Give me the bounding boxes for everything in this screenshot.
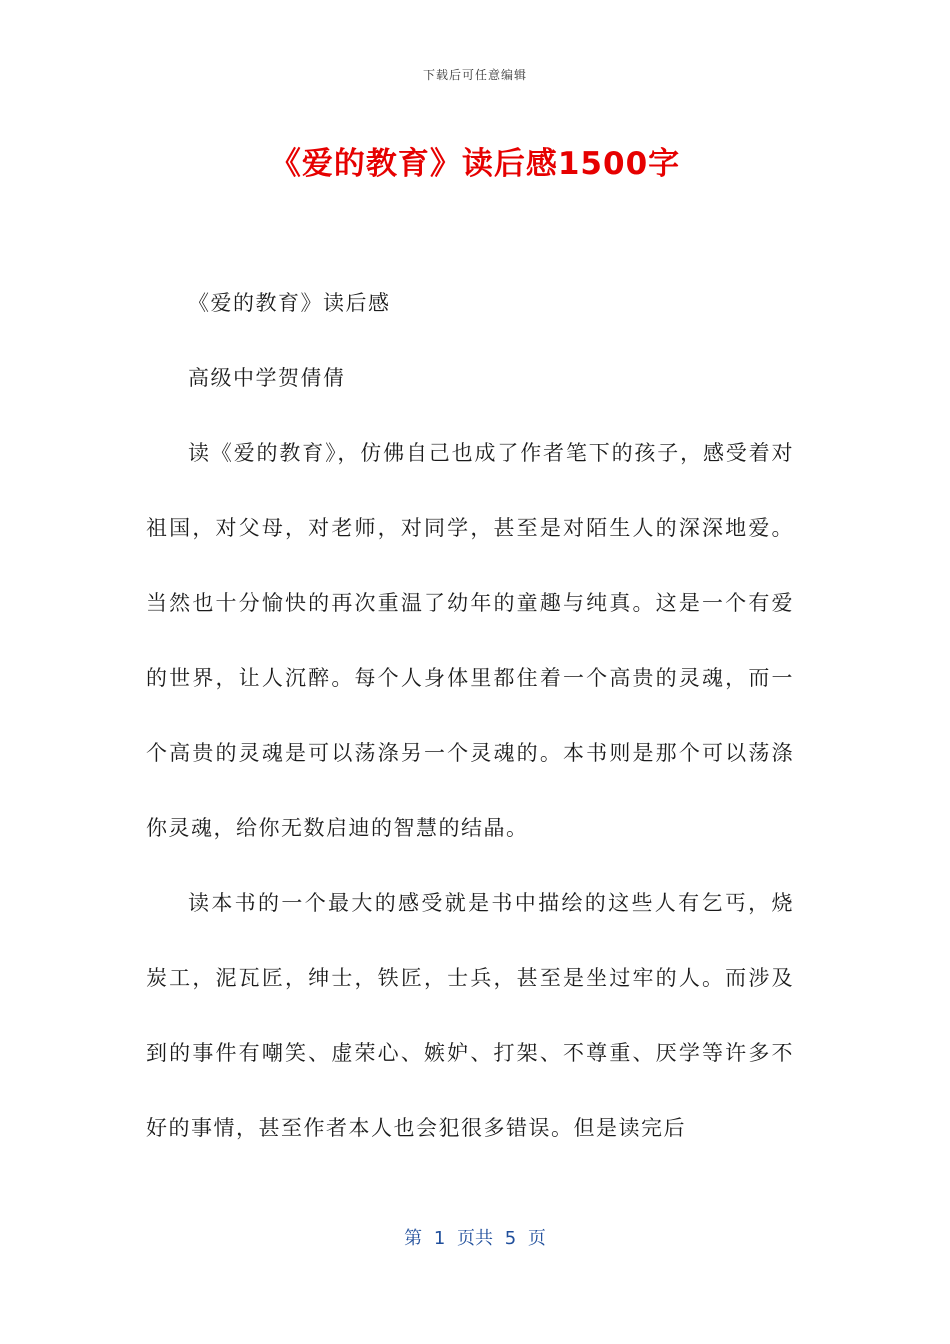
footer-middle: 页共	[457, 1228, 493, 1249]
paragraph-author: 高级中学贺倩倩	[188, 366, 346, 390]
footer-suffix: 页	[527, 1228, 546, 1249]
paragraph-body-1: 读《爱的教育》，仿佛自己也成了作者笔下的孩子，感受着对祖国，对父母，对老师，对同学，甚至是对陌生人的深深地爱。当然也十分愉快的再次重温了幼年的童趣与纯真。这是一个有爱的世界，让人沉醉。每个人身体里都住着一个高贵的灵魂，而一个高贵的灵魂是可以荡涤另一个灵魂的。本书则是那个可以荡涤你灵魂，给你无数启迪的智慧的结晶。	[146, 441, 794, 840]
footer-current-page: 1	[433, 1228, 446, 1249]
paragraph-body-2: 读本书的一个最大的感受就是书中描绘的这些人有乞丐，烧炭工，泥瓦匠，绅士，铁匠，士兵，甚至是坐过牢的人。而涉及到的事件有嘲笑、虚荣心、嫉妒、打架、不尊重、厌学等许多不好的事情，甚至作者本人也会犯很多错误。但是读完后	[146, 891, 794, 1140]
document-body	[146, 266, 794, 1166]
page-footer	[0, 1224, 950, 1250]
footer-prefix: 第	[404, 1228, 423, 1249]
document-title: 《爱的教育》读后感1500字	[269, 146, 681, 182]
page-header-note: 下载后可任意编辑	[422, 68, 527, 82]
paragraph-subtitle: 《爱的教育》读后感	[188, 291, 391, 315]
footer-total-pages: 5	[504, 1228, 517, 1249]
